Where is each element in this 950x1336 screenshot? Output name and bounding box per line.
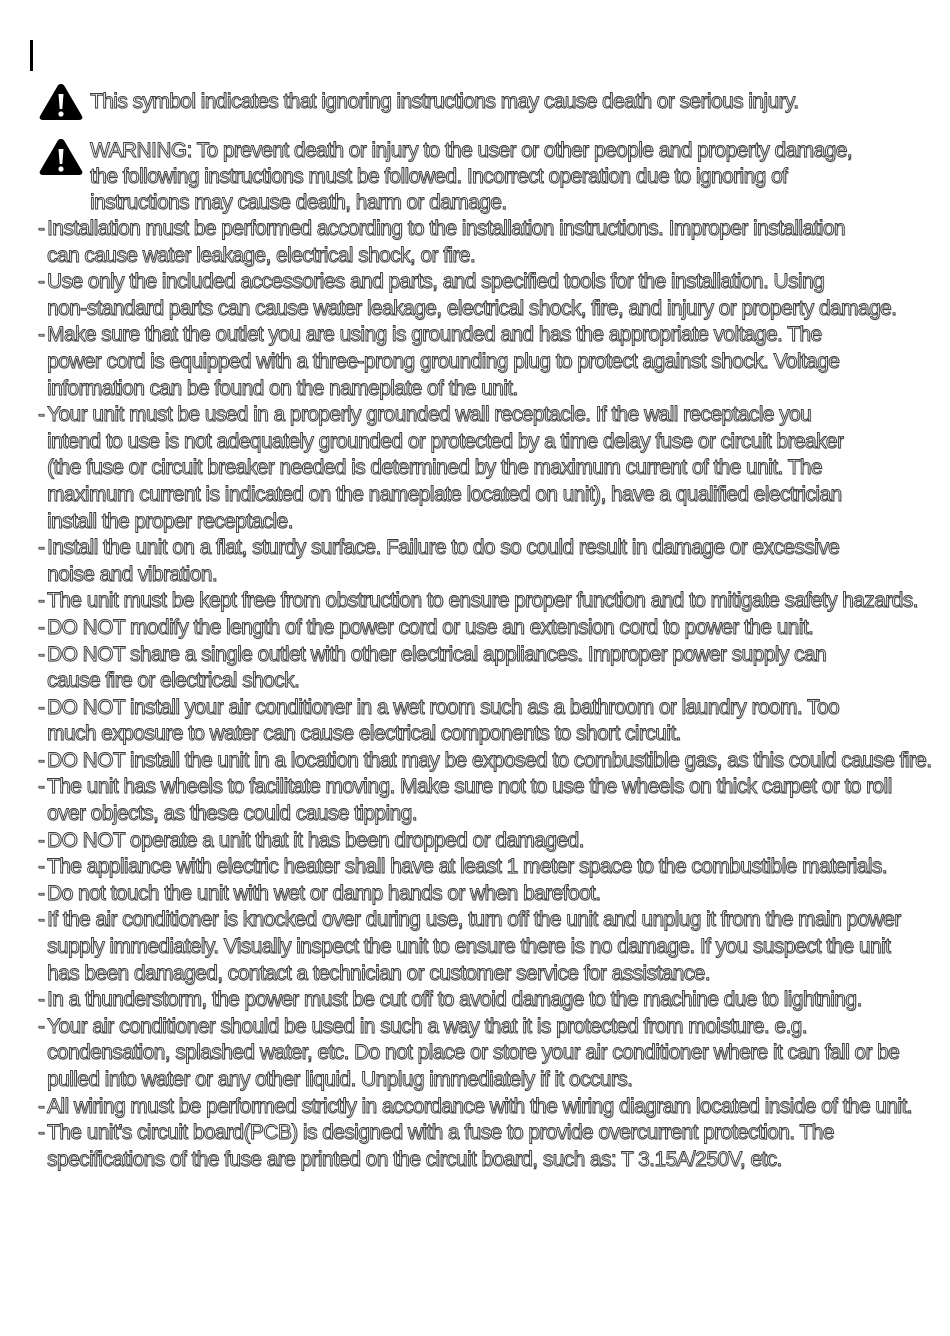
instruction-text: [47, 987, 937, 1014]
instruction-text: [47, 588, 937, 615]
symbol-explanation-text: This symbol indicates that ignoring instructions may cause death or serious injury.: [90, 90, 799, 113]
bullet-dash: -: [38, 642, 45, 666]
bullet-dash: -: [38, 536, 45, 560]
safety-instruction-item: [38, 402, 938, 535]
bullet-dash: -: [38, 217, 45, 240]
instruction-line: The unit’s circuit board(PCB) is designed with a fuse to provide overcurrent protection. The: [47, 1121, 834, 1145]
instruction-line: DO NOT operate a unit that it has been dropped or damaged.: [47, 828, 584, 852]
warning-line: instructions may cause death, harm or damage.: [90, 191, 507, 214]
safety-instruction-item: [38, 535, 938, 588]
instruction-line: The appliance with electric heater shall have at least 1 meter space to the combustible materials.: [47, 855, 887, 879]
instruction-line: DO NOT modify the length of the power cord or use an extension cord to power the unit.: [47, 615, 814, 639]
bullet-dash: -: [38, 1014, 45, 1038]
safety-instruction-item: [38, 322, 938, 402]
warning-text: [90, 138, 852, 216]
instruction-text: [47, 642, 937, 695]
instruction-line: specifications of the fuse are printed on the circuit board, such as: T 3.15A/250V, etc.: [47, 1147, 782, 1171]
warning-triangle-icon: [38, 137, 84, 177]
bullet-dash: -: [38, 270, 45, 294]
instruction-text: [47, 881, 937, 908]
bullet-dash: -: [38, 775, 45, 799]
instruction-line: The unit has wheels to facilitate moving. Make sure not to use the wheels on thick carpet or to roll: [47, 775, 892, 799]
page-margin-bar: [30, 40, 33, 71]
safety-instruction-item: [38, 828, 938, 855]
instruction-text: [47, 1014, 937, 1094]
instruction-line: non-standard parts can cause water leakage, electrical shock, fire, and injury or property damage.: [47, 296, 897, 320]
safety-instruction-item: [38, 269, 938, 322]
instruction-text: [47, 854, 937, 881]
instruction-line: maximum current is indicated on the nameplate located on unit), have a qualified electrician: [47, 482, 842, 506]
instruction-text: [47, 615, 937, 642]
instruction-line: Use only the included accessories and parts, and specified tools for the installation. Using: [47, 270, 825, 294]
instruction-text: [47, 695, 937, 748]
instruction-text: [47, 1120, 937, 1173]
instruction-text: [47, 216, 937, 269]
instruction-text: [47, 322, 937, 402]
safety-instruction-item: [38, 881, 938, 908]
warning-line: WARNING: To prevent death or injury to the user or other people and property damage,: [90, 139, 853, 162]
safety-instruction-item: [38, 774, 938, 827]
safety-instruction-item: [38, 748, 938, 775]
bullet-dash: -: [38, 615, 45, 639]
instruction-line: DO NOT install the unit in a location that may be exposed to combustible gas, as this could cause fire.: [47, 748, 932, 772]
instruction-line: intend to use is not adequately grounded or protected by a time delay fuse or circuit breaker: [47, 429, 844, 453]
safety-instruction-item: [38, 588, 938, 615]
instruction-line: (the fuse or circuit breaker needed is determined by the maximum current of the unit. The: [47, 456, 822, 480]
instruction-text: [47, 828, 937, 855]
safety-instruction-item: [38, 1120, 938, 1173]
instruction-line: All wiring must be performed strictly in accordance with the wiring diagram located inside of the unit.: [47, 1094, 912, 1118]
instruction-line: has been damaged, contact a technician or customer service for assistance.: [47, 961, 710, 985]
instruction-line: Your unit must be used in a properly grounded wall receptacle. If the wall receptacle you: [47, 403, 812, 427]
instruction-line: power cord is equipped with a three-prong grounding plug to protect against shock. Voltage: [47, 349, 840, 373]
safety-instruction-item: [38, 1094, 938, 1121]
instruction-text: [47, 748, 937, 775]
instruction-line: cause fire or electrical shock.: [47, 669, 300, 693]
safety-instruction-item: [38, 854, 938, 881]
instruction-text: [47, 1094, 937, 1121]
bullet-dash: -: [38, 908, 45, 932]
instruction-line: Install the unit on a flat, sturdy surface. Failure to do so could result in damage or excessive: [47, 536, 840, 560]
bullet-dash: -: [38, 403, 45, 427]
safety-instruction-item: [38, 1014, 938, 1094]
instruction-text: [47, 402, 937, 535]
instruction-text: [47, 774, 937, 827]
instruction-line: noise and vibration.: [47, 562, 218, 586]
instruction-line: supply immediately. Visually inspect the unit to ensure there is no damage. If you suspect the unit: [47, 935, 891, 959]
warning-block: [38, 135, 938, 217]
safety-instruction-item: [38, 642, 938, 695]
warning-triangle-icon: [38, 82, 84, 122]
instruction-line: In a thunderstorm, the power must be cut off to avoid damage to the machine due to lightning.: [47, 988, 862, 1012]
bullet-dash: -: [38, 1121, 45, 1145]
bullet-dash: -: [38, 828, 45, 852]
instruction-text: [47, 535, 937, 588]
instruction-line: Do not touch the unit with wet or damp hands or when barefoot.: [47, 881, 601, 905]
instruction-line: pulled into water or any other liquid. Unplug immediately if it occurs.: [47, 1068, 633, 1091]
safety-instruction-item: [38, 987, 938, 1014]
instruction-line: much exposure to water can cause electrical components to short circuit.: [47, 722, 681, 746]
instruction-text: [47, 907, 937, 987]
safety-instruction-item: [38, 216, 938, 269]
bullet-dash: -: [38, 748, 45, 772]
instruction-line: Make sure that the outlet you are using is grounded and has the appropriate voltage. The: [47, 323, 822, 347]
bullet-dash: -: [38, 881, 45, 905]
instruction-line: The unit must be kept free from obstruction to ensure proper function and to mitigate safety hazards.: [47, 589, 918, 613]
instruction-line: can cause water leakage, electrical shock, or fire.: [47, 243, 476, 267]
bullet-dash: -: [38, 323, 45, 347]
instruction-line: install the proper receptacle.: [47, 509, 293, 533]
instruction-line: DO NOT share a single outlet with other electrical appliances. Improper power supply can: [47, 642, 827, 666]
bullet-dash: -: [38, 589, 45, 613]
warning-line: the following instructions must be followed. Incorrect operation due to ignoring of: [90, 165, 788, 188]
instruction-line: information can be found on the nameplate of the unit.: [47, 376, 518, 400]
safety-instruction-item: [38, 907, 938, 987]
bullet-dash: -: [38, 695, 45, 719]
instruction-line: condensation, splashed water, etc. Do not place or store your air conditioner where it can fall or be: [47, 1041, 900, 1065]
instruction-line: If the air conditioner is knocked over during use, turn off the unit and unplug it from the main power: [47, 908, 901, 932]
bullet-dash: -: [38, 988, 45, 1012]
instruction-line: Your air conditioner should be used in such a way that it is protected from moisture. e.g.: [47, 1014, 807, 1038]
instruction-text: [47, 269, 937, 322]
instruction-line: DO NOT install your air conditioner in a wet room such as a bathroom or laundry room. Too: [47, 695, 840, 719]
safety-instruction-item: [38, 615, 938, 642]
safety-instruction-item: [38, 695, 938, 748]
instruction-line: over objects, as these could cause tipping.: [47, 802, 417, 826]
bullet-dash: -: [38, 855, 45, 879]
safety-instruction-list: [38, 216, 938, 1173]
instruction-line: Installation must be performed according to the installation instructions. Improper installation: [47, 217, 846, 240]
symbol-explanation: [38, 82, 938, 122]
bullet-dash: -: [38, 1094, 45, 1118]
